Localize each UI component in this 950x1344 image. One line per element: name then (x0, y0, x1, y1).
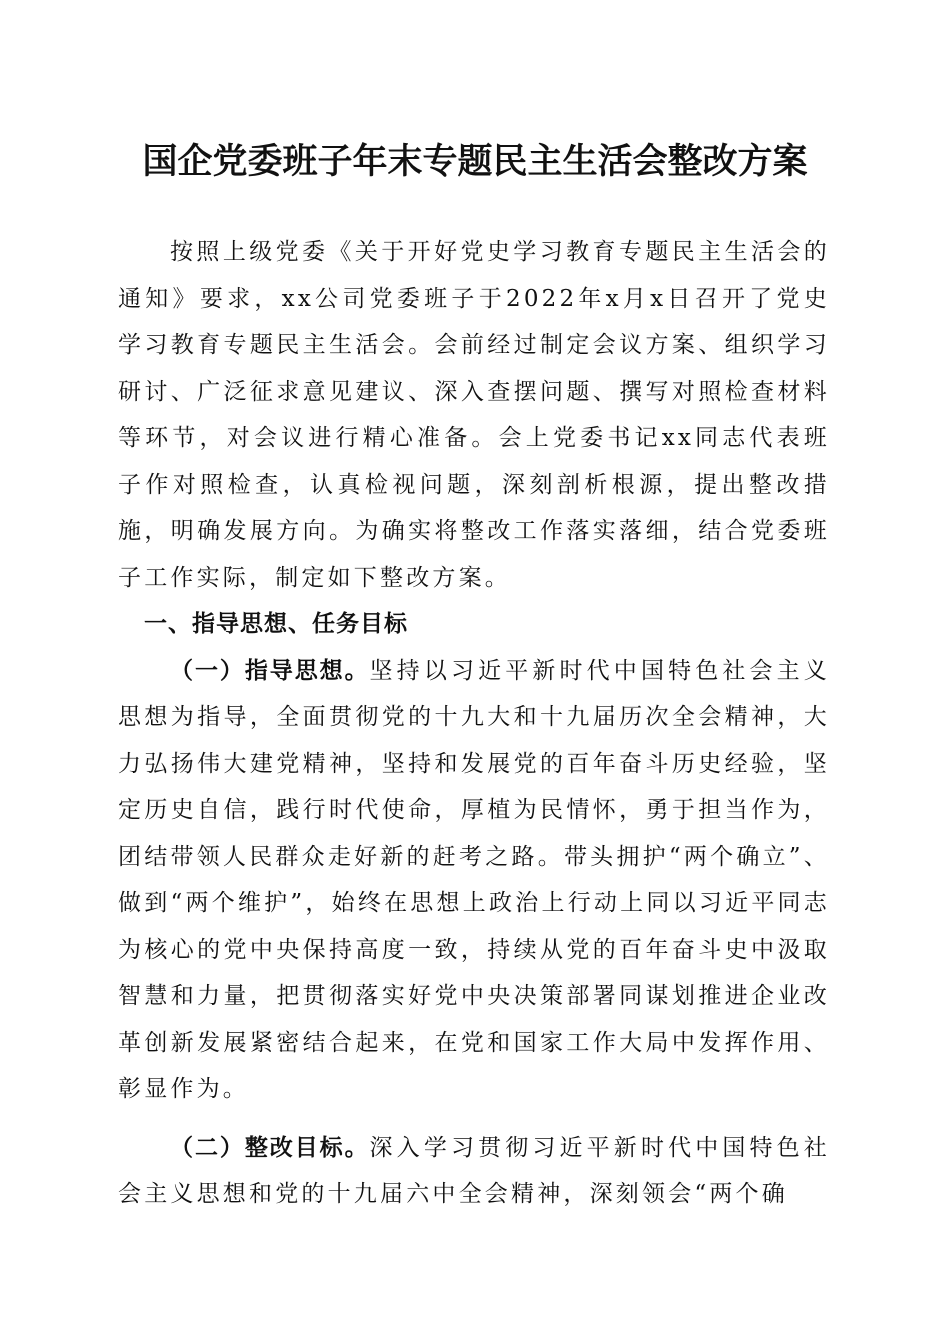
guiding-thought-lead: （一）指导思想。 (170, 657, 370, 684)
rectification-goal-text: 深入学习贯彻习近平新时代中国特色社会主义思想和党的十九届六中全会精神，深刻领会“两个确 (118, 1134, 830, 1207)
guiding-thought-text: 坚持以习近平新时代中国特色社会主义思想为指导，全面贯彻党的十九大和十九届历次全会精神，大力弘扬伟大建党精神，坚持和发展党的百年奋斗历史经验，坚定历史自信，践行时代使命，厚植为民情怀，勇于担当作为，团结带领人民群众走好新的赶考之路。带头拥护“两个确立”、做到“两个维护”，始终在思想上政治上行动上同以习近平同志为核心的党中央保持高度一致，持续从党的百年奋斗史中汲取智慧和力量，把贯彻落实好党中央决策部署同谋划推进企业改革创新发展紧密结合起来，在党和国家工作大局中发挥作用、彰显作为。 (118, 657, 830, 1102)
rectification-goal-paragraph (118, 1125, 830, 1218)
guiding-thought-paragraph (118, 648, 830, 1113)
document-body (118, 229, 830, 1218)
document-title: 国企党委班子年末专题民主生活会整改方案 (142, 141, 808, 182)
rectification-goal-lead: （二）整改目标。 (170, 1134, 370, 1161)
intro-paragraph: 按照上级党委《关于开好党史学习教育专题民主生活会的通知》要求，xx公司党委班子于2022年x月x日召开了党史学习教育专题民主生活会。会前经过制定会议方案、组织学习研讨、广泛征求意见建议、深入查摆问题、撰写对照检查材料等环节，对会议进行精心准备。会上党委书记xx同志代表班子作对照检查，认真检视问题，深刻剖析根源，提出整改措施，明确发展方向。为确实将整改工作落实落细，结合党委班子工作实际，制定如下整改方案。 (118, 239, 830, 591)
paragraph-gap (118, 1113, 830, 1125)
section-heading: 一、指导思想、任务目标 (144, 611, 408, 637)
